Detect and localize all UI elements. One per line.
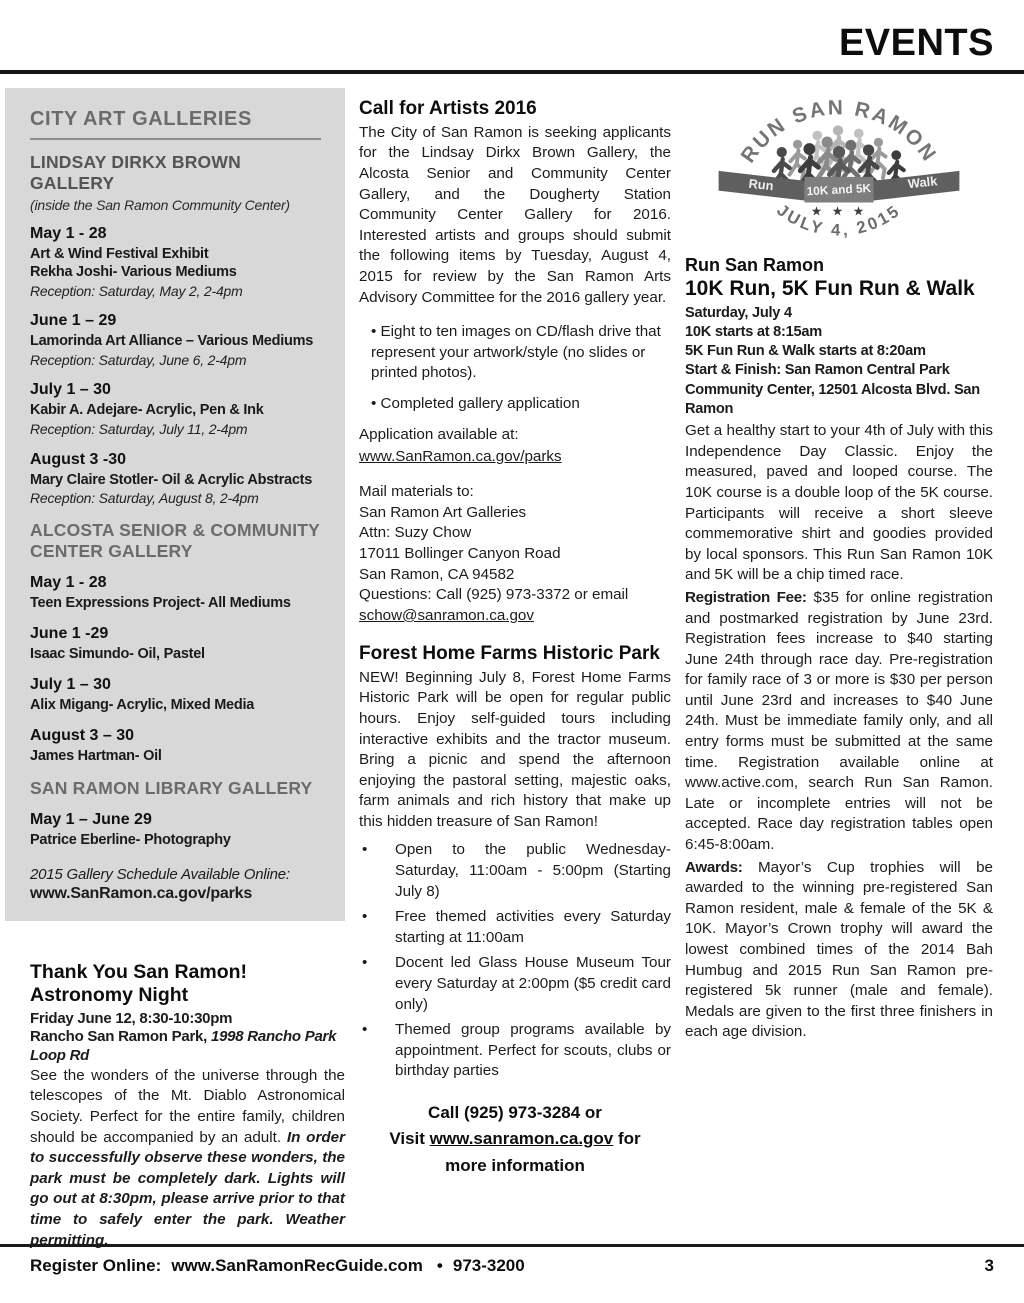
- awards-label: Awards:: [685, 858, 743, 876]
- right-column: [685, 88, 993, 1043]
- run-detail-date: Saturday, July 4: [685, 304, 792, 321]
- gallery-name-lindsay: LINDSAY DIRKX BROWN GALLERY: [30, 151, 241, 194]
- entry-reception: Reception: Saturday, July 11, 2-4pm: [30, 421, 248, 438]
- city-art-galleries-panel: [5, 88, 345, 921]
- left-column: [5, 88, 345, 1251]
- application-link[interactable]: www.SanRamon.ca.gov/parks: [359, 448, 562, 466]
- panel-title: CITY ART GALLERIES: [30, 108, 321, 140]
- astronomy-description: [30, 1066, 345, 1251]
- banner-run-label: Run: [747, 175, 775, 194]
- bullet-item: • Open to the public Wednesday-Saturday, 11:00am - 5:00pm (Starting July 8): [359, 840, 671, 902]
- banner-10k-5k-label: 10K and 5K: [806, 180, 872, 199]
- entry-detail: Mary Claire Stotler- Oil & Acrylic Abstracts: [30, 471, 313, 488]
- run-description: Get a healthy start to your 4th of July with this Independence Day Classic. Enjoy the measured, paved and looped course. The 10K course is a double loop of the 5K course. Participants will receive a short sleeve commemorative shirt and goodies provided by local sponsors. This Run San Ramon 10K and 5K will be a chip timed race.: [685, 422, 993, 584]
- entry-dates: July 1 – 30: [30, 675, 111, 693]
- run-detail-10k-start: 10K starts at 8:15am: [685, 323, 822, 340]
- gallery-entry: [30, 381, 321, 438]
- bullet-item: • Free themed activities every Saturday starting at 11:00am: [359, 907, 671, 948]
- logo-arc-title: RUN SAN RAMON: [736, 96, 942, 167]
- gallery-entry: [30, 625, 321, 664]
- footer-register-info: [30, 1256, 535, 1276]
- entry-dates: May 1 - 28: [30, 224, 107, 242]
- registration-fee-label: Registration Fee:: [685, 588, 807, 606]
- bullet-item: • Completed gallery application: [363, 394, 671, 415]
- registration-fee-text: $35 for online registration and postmarked registration by June 23rd. Registration fees increase to $40 starting June 24th through race day. Pre-registration for family race of 3 or more is $30 per person until June 23rd and increases to $40 June 24th. Must be immediate family only, and all entry forms must be submitted at the same time. Registration available online at www.active.com, search Run San Ramon. Late or incomplete entries will not be accepted. Race day registration tables open 6:45-8:00am.: [685, 588, 993, 854]
- email-link[interactable]: schow@sanramon.ca.gov: [359, 607, 534, 625]
- page-title: EVENTS: [838, 22, 994, 64]
- entry-detail: Teen Expressions Project- All Mediums: [30, 595, 291, 612]
- run-detail-5k-start: 5K Fun Run & Walk starts at 8:20am: [685, 343, 926, 360]
- entry-dates: August 3 – 30: [30, 726, 135, 744]
- run-san-ramon-subtitle: 10K Run, 5K Fun Run & Walk: [685, 277, 975, 301]
- entry-detail: Rekha Joshi- Various Mediums: [30, 264, 237, 281]
- entry-detail: Lamorinda Art Alliance – Various Mediums: [30, 333, 314, 350]
- mail-line: Attn: Suzy Chow: [359, 524, 472, 542]
- forest-home-farms-section: [359, 643, 671, 1179]
- cta-visit-suffix: for: [613, 1129, 641, 1149]
- entry-detail: Art & Wind Festival Exhibit: [30, 245, 209, 262]
- astronomy-location-address: 1998 Rancho Park Loop Rd: [30, 1027, 337, 1065]
- run-san-ramon-title: Run San Ramon: [685, 254, 825, 275]
- gallery-entry: [30, 225, 321, 301]
- entry-dates: June 1 -29: [30, 625, 109, 643]
- mail-materials-block: [359, 482, 671, 627]
- page-body: [0, 74, 1024, 1251]
- mail-line: Mail materials to:: [359, 482, 474, 500]
- mail-line: Questions: Call (925) 973-3372 or email: [359, 586, 629, 604]
- cta-visit-prefix: Visit: [389, 1129, 430, 1149]
- awards-text: Mayor’s Cup trophies will be awarded to the winning pre-registered San Ramon resident, male & female of the 5K & 10K. Mayor’s Crown trophy will award the lowest combined times of the 2014 Bah Humbug and 2015 Run San Ramon pre-registered 5k runner (male and female). Medals are given to the first three finishers in each age division.: [685, 858, 993, 1041]
- gallery-entry: [30, 574, 321, 613]
- astronomy-description-emphasis: In order to successfully observe these wonders, the park must be completely dark. Lights will go out at 8:30pm, please arrive prior to that time to safely enter the park. Weather permitting.: [30, 1128, 345, 1249]
- call-for-artists-body: The City of San Ramon is seeking applicants for the Lindsay Dirkx Brown Gallery, the Alcosta Senior and Community Center Gallery, and the Dougherty Station Community Center Gallery for 2016. Interested artists and groups should submit the following items by Tuesday, August 4, 2015 for review by the San Ramon Arts Advisory Committee for the 2016 gallery year.: [359, 123, 671, 306]
- gallery-entry: [30, 811, 321, 850]
- entry-reception: Reception: Saturday, June 6, 2-4pm: [30, 352, 247, 369]
- gallery-entry: [30, 676, 321, 715]
- astronomy-title-line2: Astronomy Night: [30, 983, 189, 1006]
- page-number: 3: [984, 1256, 994, 1275]
- entry-dates: June 1 – 29: [30, 312, 117, 330]
- entry-detail: James Hartman- Oil: [30, 747, 162, 764]
- bullet-item: • Themed group programs available by appointment. Perfect for scouts, clubs or birthday parties: [359, 1020, 671, 1082]
- entry-detail: Alix Migang- Acrylic, Mixed Media: [30, 696, 255, 713]
- gallery-entry: [30, 312, 321, 369]
- entry-reception: Reception: Saturday, August 8, 2-4pm: [30, 490, 259, 507]
- logo-date-arc: JULY 4, 2015: [773, 200, 905, 240]
- entry-dates: July 1 – 30: [30, 381, 111, 399]
- footer-separator: •: [436, 1256, 443, 1275]
- gallery-schedule-link[interactable]: www.SanRamon.ca.gov/parks: [30, 884, 253, 902]
- entry-dates: August 3 -30: [30, 450, 127, 468]
- footer-register-link[interactable]: www.SanRamonRecGuide.com: [171, 1256, 423, 1275]
- entry-reception: Reception: Saturday, May 2, 2-4pm: [30, 283, 243, 300]
- forest-home-farms-title: Forest Home Farms Historic Park: [359, 642, 660, 664]
- bullet-item: • Docent led Glass House Museum Tour every Saturday at 2:00pm ($5 credit card only): [359, 953, 671, 1015]
- astronomy-title-line1: Thank You San Ramon!: [30, 960, 248, 983]
- mail-line: 17011 Bollinger Canyon Road: [359, 544, 561, 562]
- astronomy-description-normal: See the wonders of the universe through the telescopes of the Mt. Diablo Astronomical Society. Perfect for the entire family, children should be accompanied by an adult.: [30, 1066, 345, 1146]
- gallery-schedule-note: 2015 Gallery Schedule Available Online:: [30, 865, 290, 883]
- registration-fee-paragraph: [685, 588, 993, 856]
- run-san-ramon-logo: [685, 90, 993, 245]
- run-san-ramon-logo-graphic: [710, 90, 968, 240]
- logo-stars: ★ ★ ★: [810, 203, 868, 219]
- entry-detail: Isaac Simundo- Oil, Pastel: [30, 646, 205, 663]
- astronomy-location: [30, 1027, 345, 1066]
- gallery-name-library: SAN RAMON LIBRARY GALLERY: [30, 777, 313, 798]
- forest-home-farms-bullets: [359, 840, 671, 1082]
- application-label: Application available at:: [359, 425, 519, 443]
- call-for-artists-bullets: [363, 322, 671, 414]
- astronomy-location-name: Rancho San Ramon Park,: [30, 1027, 208, 1045]
- page-footer: [0, 1244, 1024, 1276]
- mail-line: San Ramon Art Galleries: [359, 503, 527, 521]
- awards-paragraph: [685, 858, 993, 1043]
- run-detail-start-finish: Start & Finish: San Ramon Central Park Community Center, 12501 Alcosta Blvd. San Ramon: [685, 362, 980, 417]
- footer-phone: 973-3200: [452, 1256, 525, 1275]
- gallery-entry: [30, 451, 321, 508]
- cta-visit-line: [359, 1126, 671, 1152]
- gallery-name-alcosta: ALCOSTA SENIOR & COMMUNITY CENTER GALLERY: [30, 519, 320, 561]
- footer-register-label: Register Online:: [30, 1256, 162, 1275]
- entry-dates: May 1 - 28: [30, 574, 107, 592]
- page-header: [0, 0, 1024, 74]
- cta-website-link[interactable]: www.sanramon.ca.gov: [429, 1129, 614, 1149]
- contact-cta: [359, 1100, 671, 1179]
- cta-phone-line: Call (925) 973-3284 or: [428, 1103, 602, 1122]
- astronomy-datetime: Friday June 12, 8:30-10:30pm: [30, 1009, 233, 1027]
- astronomy-night-section: [30, 961, 345, 1251]
- entry-detail: Patrice Eberline- Photography: [30, 831, 231, 848]
- entry-dates: May 1 – June 29: [30, 810, 152, 828]
- forest-home-farms-body: NEW! Beginning July 8, Forest Home Farms Historic Park will be open for regular public hours. Enjoy self-guided tours including interactive exhibits and the tractor museum. Bring a picnic and spend the afternoon enjoying the pastoral setting, majestic oaks, farm animals and rich history that make up this hidden treasure of San Ramon!: [359, 668, 671, 830]
- call-for-artists-title: Call for Artists 2016: [359, 97, 537, 119]
- bullet-item: • Eight to ten images on CD/flash drive that represent your artwork/style (no slides or printed photos).: [363, 322, 671, 384]
- banner-walk-label: Walk: [907, 173, 939, 192]
- gallery-venue-note: (inside the San Ramon Community Center): [30, 196, 290, 213]
- entry-detail: Kabir A. Adejare- Acrylic, Pen & Ink: [30, 402, 264, 419]
- mail-line: San Ramon, CA 94582: [359, 565, 515, 583]
- gallery-entry: [30, 727, 321, 766]
- middle-column: [359, 88, 671, 1179]
- cta-more-info-line: more information: [445, 1155, 585, 1175]
